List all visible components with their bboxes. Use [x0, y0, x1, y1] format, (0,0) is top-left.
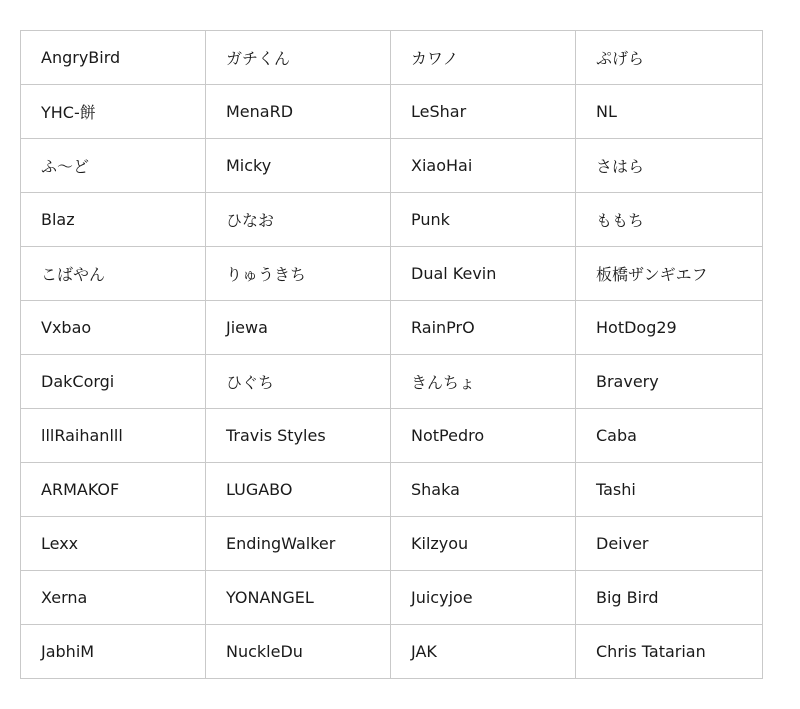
table-row — [21, 625, 763, 679]
table-cell: Travis Styles — [206, 409, 391, 463]
table-row — [21, 247, 763, 301]
table-row — [21, 463, 763, 517]
table-cell: りゅうきち — [206, 247, 391, 301]
table-cell: JAK — [391, 625, 576, 679]
table-cell: ひなお — [206, 193, 391, 247]
table-cell: ももち — [576, 193, 763, 247]
table-cell: ふ～ど — [21, 139, 206, 193]
table-row — [21, 301, 763, 355]
table-row — [21, 517, 763, 571]
table-cell: NotPedro — [391, 409, 576, 463]
table-cell: Tashi — [576, 463, 763, 517]
table-cell: Vxbao — [21, 301, 206, 355]
table-row — [21, 409, 763, 463]
table-cell: ARMAKOF — [21, 463, 206, 517]
table-cell: カワノ — [391, 31, 576, 85]
names-table-container — [20, 30, 763, 679]
table-cell: Lexx — [21, 517, 206, 571]
table-cell: Dual Kevin — [391, 247, 576, 301]
table-cell: Bravery — [576, 355, 763, 409]
table-row — [21, 85, 763, 139]
table-cell: EndingWalker — [206, 517, 391, 571]
table-cell: Juicyjoe — [391, 571, 576, 625]
table-cell: MenaRD — [206, 85, 391, 139]
names-table — [20, 30, 763, 679]
table-cell: ぷげら — [576, 31, 763, 85]
table-cell: こばやん — [21, 247, 206, 301]
table-row — [21, 139, 763, 193]
table-cell: Chris Tatarian — [576, 625, 763, 679]
table-cell: LeShar — [391, 85, 576, 139]
table-cell: 板橋ザンギエフ — [576, 247, 763, 301]
table-cell: Jiewa — [206, 301, 391, 355]
table-cell: lllRaihanlll — [21, 409, 206, 463]
table-cell: Deiver — [576, 517, 763, 571]
table-cell: きんちょ — [391, 355, 576, 409]
table-cell: XiaoHai — [391, 139, 576, 193]
table-row — [21, 31, 763, 85]
table-cell: Punk — [391, 193, 576, 247]
table-cell: JabhiM — [21, 625, 206, 679]
table-cell: NuckleDu — [206, 625, 391, 679]
table-cell: Xerna — [21, 571, 206, 625]
table-cell: Big Bird — [576, 571, 763, 625]
table-cell: AngryBird — [21, 31, 206, 85]
table-cell: ガチくん — [206, 31, 391, 85]
table-cell: HotDog29 — [576, 301, 763, 355]
table-cell: Shaka — [391, 463, 576, 517]
table-cell: LUGABO — [206, 463, 391, 517]
table-cell: ひぐち — [206, 355, 391, 409]
table-cell: YHC-餅 — [21, 85, 206, 139]
table-row — [21, 571, 763, 625]
table-cell: YONANGEL — [206, 571, 391, 625]
table-cell: NL — [576, 85, 763, 139]
table-cell: Kilzyou — [391, 517, 576, 571]
table-cell: Micky — [206, 139, 391, 193]
table-row — [21, 355, 763, 409]
table-cell: Blaz — [21, 193, 206, 247]
table-cell: DakCorgi — [21, 355, 206, 409]
table-cell: Caba — [576, 409, 763, 463]
table-row — [21, 193, 763, 247]
table-cell: RainPrO — [391, 301, 576, 355]
table-cell: さはら — [576, 139, 763, 193]
